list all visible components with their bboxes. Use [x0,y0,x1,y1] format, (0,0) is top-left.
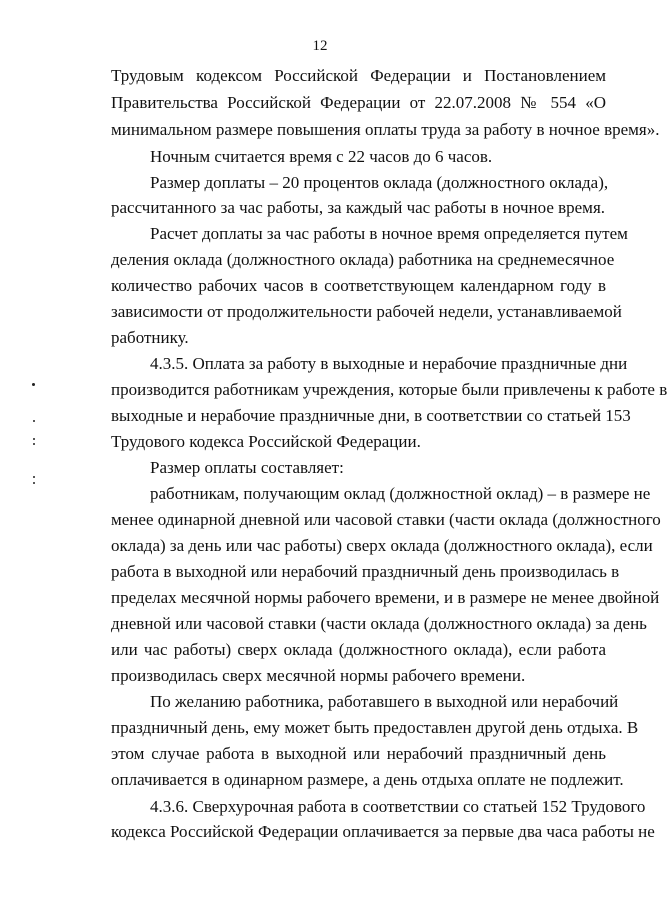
text-line: 4.3.5. Оплата за работу в выходные и нерабочие праздничные дни [150,354,628,373]
text-line: производится работникам учреждения, которые были привлечены к работе в [111,380,667,399]
scan-speck [33,438,35,440]
text-line: Размер доплаты – 20 процентов оклада (должностного оклада), [150,173,609,192]
text-line: 4.3.6. Сверхурочная работа в соответствии со статьей 152 Трудового [150,797,646,816]
text-line: выходные и нерабочие праздничные дни, в соответствии со статьей 153 [111,406,631,425]
text-line: По желанию работника, работавшего в выходной или нерабочий [150,692,619,711]
scan-speck [33,476,35,478]
scan-speck [33,420,35,422]
scan-speck [32,383,35,386]
text-line: Трудового кодекса Российской Федерации. [111,432,421,451]
text-line: минимальном размере повышения оплаты труда за работу в ночное время». [111,120,660,139]
text-line: Правительства Российской Федерации от 22.07.2008 № 554 «О [111,93,606,112]
text-line: Расчет доплаты за час работы в ночное время определяется путем [150,224,628,243]
text-line: работнику. [111,328,189,347]
text-line: Размер оплаты составляет: [150,458,344,477]
text-line: кодекса Российской Федерации оплачивается за первые два часа работы не [111,822,655,841]
text-line: оплачивается в одинарном размере, а день отдыха оплате не подлежит. [111,770,624,789]
text-line: пределах месячной нормы рабочего времени, и в размере не менее двойной [111,588,660,607]
scan-speck [33,482,35,484]
text-line: рассчитанного за час работы, за каждый час работы в ночное время. [111,198,606,217]
text-line: оклада) за день или час работы) сверх оклада (должностного оклада), если [111,536,653,555]
text-line: производилась сверх месячной нормы рабочего времени. [111,666,526,685]
text-line: Трудовым кодексом Российской Федерации и Постановлением [111,66,606,85]
text-line: работа в выходной или нерабочий праздничный день производилась в [111,562,620,581]
text-line: деления оклада (должностного оклада) работника на среднемесячное [111,250,615,269]
page-number: 12 [312,38,328,54]
text-line: Ночным считается время с 22 часов до 6 часов. [150,147,493,166]
text-line: менее одинарной дневной или часовой ставки (части оклада (должностного [111,510,661,529]
text-line: работникам, получающим оклад (должностной оклад) – в размере не [150,484,651,503]
text-line: дневной или часовой ставки (части оклада (должностного оклада) за день [111,614,647,633]
text-line: количество рабочих часов в соответствующем календарном году в [111,276,606,295]
text-line: зависимости от продолжительности рабочей недели, устанавливаемой [111,302,622,321]
text-line: или час работы) сверх оклада (должностного оклада), если работа [111,640,606,659]
text-line: этом случае работа в выходной или нерабочий праздничный день [111,744,606,763]
scan-speck [33,443,35,445]
text-line: праздничный день, ему может быть предоставлен другой день отдыха. В [111,718,639,737]
